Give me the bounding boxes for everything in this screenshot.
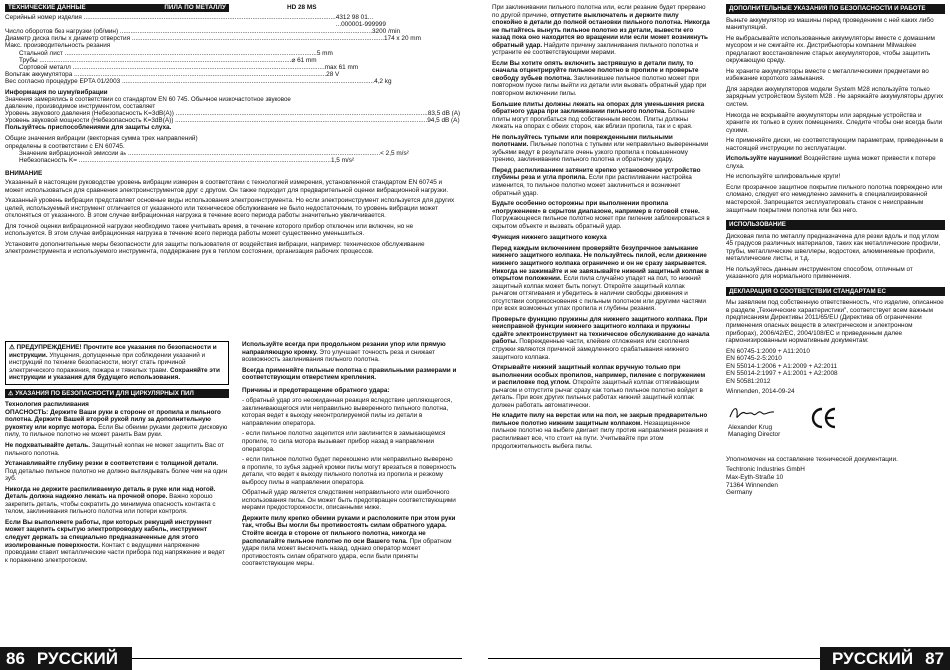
spec-row — [5, 13, 386, 28]
safety-block — [5, 460, 229, 483]
left-column-1 — [5, 341, 229, 641]
standard-item: EN 55014-2:1997 + A1:2001 + A2:2008 — [726, 370, 838, 378]
safety-block-text: При обратном ударе пила может выскочить назад, однако оператор может противостоять силам обратного удара, если были приняты соответствующие меры. — [242, 537, 452, 568]
tech-data-subtitle: ПИЛА ПО МЕТАЛЛУ — [164, 4, 226, 11]
safety-block-bold: отпустите выключатель и держите пилу спокойно в детали до полной остановки пильного полотна. Никогда не пытайтесь вынуть пильное полотно из детали, вывести его назад пока оно находится во вращении или если может возникнуть обратный удар. — [492, 11, 710, 49]
spec-row-label: Макс. производительность резания — [5, 42, 111, 50]
standard-item: EN 55014-1:2006 + A1:2009 + A2:2011 — [726, 362, 838, 370]
safety-block — [492, 60, 710, 98]
safety-block — [5, 442, 229, 457]
safety-block-text: Под деталью пильное полотно не должно выглядывать более чем на один зуб. — [5, 467, 228, 483]
spec-row-value: ⌀ 61 mm — [291, 56, 317, 64]
kickback-item: - если пильное полотно зацепится или заклинится в замыкающемся пропиле, то сила мотора вызывает прибор назад в направлении оператора. — [242, 430, 446, 453]
safety-block-text: Контакт с ведущими напряжение проводами ставит металлические части прибора под напряжение и ведет к поражению электротоком. — [5, 541, 225, 564]
company-line: Max-Eyth-Straße 10 — [726, 474, 784, 482]
spec-row-value: 28 V — [326, 71, 340, 79]
declaration-header: ДЕКЛАРАЦИЯ О СООТВЕТСТВИИ СТАНДАРТАМ ЕС — [726, 287, 945, 297]
spec-row-label: Сортовой металл .............................................................................................................................................. — [19, 63, 325, 71]
extra-item-text: Не применяйте диски, не соответствующим параметрам, приведенным в настоящей инструкции по эксплуатации. — [726, 137, 944, 152]
safety-block-bold: Устанавливайте глубину резки в соответствии с толщиной детали. — [5, 460, 219, 468]
safety-block — [492, 4, 710, 57]
safety-block — [492, 101, 710, 131]
right-col1-blocks — [492, 4, 710, 230]
spec-row-label: Вольтаж аккумулятора .............................................................................................................................................. — [5, 71, 327, 79]
company-line: Techtronic Industries GmbH — [726, 466, 805, 474]
guard-block — [492, 316, 710, 361]
ce-mark-graphic — [810, 406, 838, 430]
standards-list — [726, 348, 945, 386]
noise-list — [5, 110, 461, 125]
extra-item-text: Не выбрасывайте использованные аккумуляторы вместе с домашним мусором и не сжигайте их. Дистрибьюторы компании Milwaukee предлагают восстановление старых аккумуляторов, чтобы защитить окружающую среду. — [726, 34, 935, 65]
guard-block — [492, 364, 710, 409]
safety-block-bold: Большие плиты должны лежать на опорах для уменьшения риска обратного удара при заклинивании пильного полотна. — [492, 100, 705, 116]
attention-paragraph: Указанный уровень вибрации представляет основные виды использования электроинструмента. Но если электроинструмент используется для других целей, используемый инструмент отличается от указанного или техническое обслуживание не было недостаточным, то уровень вибрации может отклоняться от указанного. В этом случае вибрационная нагрузка в течение всего периода работы значительно увеличивается. — [5, 197, 455, 220]
attention-heading: ВНИМАНИЕ — [5, 169, 43, 177]
usage-item: Не пользуйтесь данным инструментом способом, отличным от указанного для нормального применения. — [726, 265, 913, 281]
left-page-number: 86 — [6, 649, 25, 668]
safety-block-bold: Если Вы выполняете работы, при которых режущий инструмент может зацепить скрытую электропроводку кабель, инструмент следует держать за специально предназначенные для этого изолированные поверхности. — [5, 518, 212, 549]
signature-block — [726, 396, 945, 456]
extra-item — [726, 112, 945, 135]
warning-box — [5, 341, 229, 385]
spec-row-label: Стальной лист .............................................................................................................................................. — [19, 49, 317, 57]
declaration-text: Мы заявляем под собственную ответственность, что изделие, описанное в разделе „Технические характеристики", соответствует всем важным предписаниям Директивы 2011/65/EU (Директива об ограничении применения опасных веществ в электрическом и электронном приборах), 2006/42/EC, 2004/108/EC и приведенным далее гармонизированным нормативным документам: — [726, 299, 944, 345]
right-col1-blocks-b — [492, 245, 710, 450]
right-column-1 — [492, 4, 710, 644]
usage-item: Дисковая пила по металлу предназначена для резки вдоль и под углом 45 градусов различных материалов, таких как металлические профили, трубы, металлические швеллеры, водостоки, алюминиевые профили, металлические листы, и т.д. — [726, 232, 941, 263]
spec-row — [5, 78, 392, 86]
safety-block-text: Это улучшает точность реза и снижает возможность заклинивания пильного полотна. — [242, 348, 436, 364]
safety-block — [242, 367, 457, 382]
attention-paragraph: Указанный в настоящем руководстве уровень вибрации измерен в соответствии с технологией измерения, установленной стандартом EN 60745 и может использоваться для сравнения электроинструментов друг с другом. Он также подходит для предварительной оценки вибрационной нагрузки. — [5, 179, 449, 194]
kickback-item: - обратный удар это неожиданная реакция вследствие цепляющегося, заклинивающегося или неправильно выверенного пильного полотна, которая ведет к выходу неконтролируемой пилы из детали в направлении оператора. — [242, 397, 453, 427]
extra-item-text: Не храните аккумуляторы вместе с металлическими предметами во избежание короткого замыкания. — [726, 67, 929, 83]
spec-row-value: 3200 /min — [371, 27, 401, 35]
company-line: 71364 Winnenden — [726, 481, 778, 489]
guard-block-bold: Не кладите пилу на верстак или на пол, не закрыв предварительно пильное полотно нижним защитным колпаком. — [492, 412, 708, 427]
safety-block-text: Пильные полотна с тупыми или неправильно выверенными зубьями ведут в результате очень узкого пропила к повышенному трению, заклиниванию пильного полотна и обратному удару. — [492, 141, 709, 164]
extra-item — [726, 173, 945, 181]
noise-row-label: Уровень звукового давления (Небезопасность K=3dB(A)) .............................................................................................................................................. — [5, 110, 428, 118]
kickback-hold-note — [242, 515, 457, 568]
extra-item-text: Воздействие шума может привести к потере слуха. — [726, 155, 936, 170]
spec-row — [5, 63, 359, 71]
kickback-heading: Причины и предотвращение обратного удара: — [242, 386, 390, 394]
kickback-item: - если пильное полотно будет перекошено или неправильно выверено в пропиле, то зубья задней кромки пилы могут врезаться в поверхность детали, что ведет к выходу пильного полотна из пропила и резкому выбросу пилы в направлении оператора. — [242, 456, 457, 486]
left-col2-blocks — [242, 341, 457, 382]
noise-text: Значения замерялись в соответствии со стандартом EN 60 745. Обычное низкочастотное звуковое давление, производимое инструментом, составляет — [5, 96, 291, 111]
warning-icon: ⚠ — [8, 389, 16, 397]
extra-item — [726, 155, 945, 170]
spec-row — [5, 42, 316, 49]
safety-block — [5, 519, 229, 564]
standard-item: EN 50581:2012 — [726, 377, 771, 385]
authorization-text: Уполномочен на составление технической документации. — [726, 455, 898, 463]
noise-row-value: 94,5 dB (A) — [427, 117, 460, 125]
safety-block-text: Найдите причину заклинивания пильного полотна и устраните ее соответствующими мерами. — [492, 41, 699, 57]
warning-text: Упущения, допущенные при соблюдении указаний и инструкций по технике безопасности, могут стать причиной электрического поражения, пожара и тяжелых травм. — [9, 351, 206, 374]
attention-paragraphs — [5, 179, 456, 256]
tech-data-section — [5, 4, 461, 259]
spec-row-value: max 61 mm — [324, 63, 359, 71]
safety-block-bold: Никогда не держите распиливаемую деталь в руке или над ногой. Деталь должна надежно лежать на прочной опоре. — [5, 485, 216, 501]
vibration-row-value: < 2,5 m/s² — [380, 150, 409, 158]
signature — [728, 402, 778, 425]
vibration-text: Общие значения вибрации (векторная сумма трех направлений) определены в соответствии с EN 60745. — [5, 135, 198, 150]
signature-graphic — [728, 402, 778, 424]
spec-row-value: 174 x 20 mm — [383, 35, 421, 43]
guard-block-text: Если пила случайно упадет на пол, то нижний защитный колпак может быть погнут. Откройте защитный колпак рычагом оттягивания и убедитесь в наличии свободы движения и отсутствии соприкосновения с пильным полотном или другими частями при всех возможных углах пропила и глубины резания. — [492, 275, 707, 313]
guard-block-bold: Открывайте нижний защитный колпак вручную только при выполнении особых пропилов, например, пиление с погружением и распиловке под углом. — [492, 364, 706, 387]
safety-block-bold: Используйте всегда при продольном резании упор или прямую направляющую кромку. — [242, 341, 446, 356]
safety-block-text: Важно хорошо закрепить деталь, чтобы сократить до минимума опасность контакта с телом, заклинивания пильного полотна или потери контроля. — [5, 493, 216, 516]
safety-block — [242, 515, 457, 568]
extra-item-text: Никогда не вскрывайте аккумуляторы или зарядные устройства и храните их только в сухих помещениях. Следите чтобы они всегда были сухими. — [726, 111, 943, 134]
guard-block-bold: Проверьте функцию пружины для нижнего защитного колпака. При неисправной функции нижнего защитного колпака и пружины сдайте электроинструмент на техническое обслуживание до начала работы. — [492, 315, 710, 346]
extra-safety-header: ДОПОЛНИТЕЛЬНЫЕ УКАЗАНИЯ ПО БЕЗОПАСНОСТИ И РАБОТЕ — [726, 4, 945, 14]
safety-block-text: Защитный колпак не может защитить Вас от пильного полотна. — [5, 441, 225, 457]
extra-item — [726, 184, 945, 214]
model-name: HD 28 MS — [287, 4, 317, 11]
left-footer — [0, 647, 132, 670]
noise-row-value: 83,5 dB (A) — [427, 110, 461, 118]
right-footer-language: РУССКИЙ — [832, 649, 914, 668]
left-footer-rule — [132, 658, 462, 659]
left-column-2 — [242, 341, 457, 641]
right-page — [488, 0, 950, 670]
extra-item-text: Для зарядки аккумуляторов модели System M28 используйте только зарядным устройством System M28 . Не заряжайте аккумуляторы других систем. — [726, 85, 944, 108]
vibration-row-label: Небезопасность K= .............................................................................................................................................. — [19, 157, 331, 165]
company-line: Germany — [726, 489, 753, 497]
standard-item: EN 60745-1:2009 + A11:2010 — [726, 347, 810, 355]
safety-block — [5, 486, 229, 516]
guard-block-bold: Перед каждым включением проверяйте безупречное замыкание нижнего защитного колпака. Не пользуйтесь пилой, если движение нижнего защитного колпака ограничено и он не сразу закрывается. Никогда не зажимайте и не завязывайте нижний защитный колпак в открытом положении. — [492, 244, 709, 283]
spec-row-label: Диаметр диска пилы x диаметр отверстия .............................................................................................................................................. — [5, 35, 384, 43]
safety-block — [492, 200, 710, 230]
left-page — [0, 0, 462, 670]
ce-mark — [810, 406, 838, 434]
spec-row-value: 4312 98 01... ...000001-999999 — [335, 13, 386, 28]
right-footer-rule — [488, 658, 820, 659]
signer-name: Alexander Krug — [728, 423, 773, 431]
noise-row-label: Уровень звуковой мощности (Небезопасность K=3dB(A)) .............................................................................................................................................. — [5, 117, 428, 125]
spec-row-label: Вес согласно процедуре EPTA 01/2003 .............................................................................................................................................. — [5, 78, 375, 86]
signer — [728, 424, 780, 439]
right-column-2 — [726, 4, 945, 644]
vibration-list — [5, 150, 409, 165]
left-footer-language: РУССКИЙ — [36, 649, 118, 668]
safety-block — [492, 167, 710, 197]
spec-row-label: Число оборотов без нагрузки (об/мин) .............................................................................................................................................. — [5, 27, 372, 35]
safety-block-bold: Будьте особенно осторожны при выполнении пропила «погружением» в скрытом диапазоне, например в готовой стене. — [492, 200, 700, 215]
safety-block-bold: Не пользуйтесь тупыми или поврежденными пильными полотнами. — [492, 133, 673, 149]
safety-block-text: Если при распиливании настройка изменится, то пильное полотно может заклиниться и возникнет обратный удар. — [492, 174, 692, 197]
spec-list — [5, 13, 421, 86]
guard-block-text: Незащищенное пильное полотно на выбеге двигает пилу против направления резания и распиливает все, что стоит на пути. Учитывайте при этом продолжительность выбега пилы. — [492, 419, 709, 450]
standard-item: EN 60745-2-5:2010 — [726, 355, 782, 363]
safety-block — [242, 341, 457, 364]
spec-row — [5, 27, 401, 35]
left-col1-blocks — [5, 409, 229, 564]
place-date: Winnenden, 2014-09-24 — [726, 388, 795, 396]
safety-block-text: Большие плиты могут прогибаться под собственным весом. Плиты должны лежать на опорах с обеих сторон, как вблизи пропила, так и с края. — [492, 108, 695, 131]
extra-item — [726, 86, 945, 109]
safety-block-bold: ОПАСНОСТЬ: Держите Ваши руки в стороне от пропила и пильного полотна. Держите Вашей второй рукой пилу за дополнительную рукоятку или корпус мотора. — [5, 408, 221, 431]
safety-block-bold: Не подхватывайте деталь. — [5, 441, 90, 449]
extra-item — [726, 137, 945, 152]
noise-heading: Информация по шуму/вибрации — [5, 88, 108, 96]
vibration-row — [5, 157, 355, 165]
company-address — [726, 466, 945, 496]
warning-lead: ПРЕДУПРЕЖДЕНИЕ! Прочтите все указания по безопасности и инструкции. — [9, 344, 217, 359]
safety-block — [5, 409, 229, 439]
safety-block-bold: Если Вы хотите опять включить застрявшую в детали пилу, то сначала отцентрируйте пильное полотно в пропиле и проверьте свободу зубьев полотна. — [492, 59, 699, 82]
signer-title: Managing Director — [728, 431, 781, 439]
extra-item-text: Выньте аккумулятор из машины перед проведением с ней каких либо манипуляций. — [726, 16, 934, 32]
spec-row-label: Серийный номер изделия .............................................................................................................................................. — [5, 13, 336, 21]
sawing-tech-heading: Технология распиливания — [5, 401, 89, 409]
guard-block-text: Откройте защитный колпак оттягивающим рычагом и отпустите рычаг сразу как только пильное полотно войдет в деталь. При всех других пильных работах нижний защитный колпак должен работать автоматически. — [492, 379, 703, 409]
attention-paragraph: Для точной оценки вибрационной нагрузки необходимо также учитывать время, в течение которого прибор отключен или включен, но не используется. В этом случае вибрационная нагрузка в течение всего периода работы может существенно уменьшиться. — [5, 222, 414, 238]
extra-item — [726, 17, 945, 32]
kickback-item: Обратный удар является следствием неправильного или ошибочного использования пилы. Он может быть предотвращен соответствующими мерами предосторожности, описанными ниже. — [242, 489, 456, 512]
guard-block — [492, 245, 710, 313]
attention-paragraph: Установите дополнительные меры безопасности для защиты пользователя от воздействия вибрации, например: техническое обслуживание электроинструмента и используемого инструмента, поддержание рук в теплом состоянии, организация рабочих процессов. — [5, 240, 425, 256]
safety-block-lead: При заклинивании пильного полотна или, если резание будет прервано по другой причине, — [492, 4, 706, 19]
extra-item-text: Не используйте шлифовальные круги! — [726, 173, 841, 181]
right-page-number: 87 — [925, 649, 944, 668]
usage-list — [726, 233, 945, 281]
safety-block-text: Погружающееся пильное полотно может при пилении заблокироваться в скрытом объекте и вызвать обратный удар. — [492, 215, 710, 230]
guard-block — [492, 412, 710, 450]
warning-icon: ⚠ — [9, 344, 15, 351]
right-footer — [820, 647, 950, 670]
extra-item — [726, 35, 945, 65]
circular-saw-safety-header — [5, 389, 229, 399]
spec-row — [5, 71, 340, 79]
spec-row — [5, 57, 316, 64]
spec-row-value: 4,2 kg — [374, 78, 392, 86]
warning-keep: Сохраняйте эти инструкции и указания для будущего использования. — [9, 366, 220, 382]
safety-block-bold: Держите пилу крепко обеими руками и расположите при этом руки так, чтобы Вы могли бы противостоять силам обратного удара. Стойте всегда в стороне от пильного полотна, никогда не располагайте пильное полотно по оси Вашего тела. — [242, 514, 456, 545]
extra-item-bold: Используйте наушники! — [726, 155, 803, 163]
spec-row-label: Трубы .............................................................................................................................................. — [19, 56, 292, 64]
tech-data-header — [5, 4, 229, 12]
spec-row — [5, 35, 421, 43]
kickback-list — [242, 397, 457, 512]
guard-heading: Функция нижнего защитного кожуха — [492, 234, 607, 242]
safety-block-text: Заклинившее пильное полотно может при повторном пуске пилы выйти из детали или вызвать обратный удар при повторном включении пилы. — [492, 74, 707, 98]
extra-safety-list — [726, 17, 945, 215]
vibration-row-label: Значение вибрационной эмиссии aₕ .............................................................................................................................................. — [19, 150, 381, 158]
extra-item-text: Если прозрачное защитное покрытие пильного полотна повреждено или сломано, следует его немедленно заменить в специализированной мастерской. Запрещается эксплуатировать станок с неисправным защитным покрытием полотна или без него. — [726, 183, 943, 214]
tech-data-title: ТЕХНИЧЕСКИЕ ДАННЫЕ — [8, 4, 86, 11]
extra-item — [726, 68, 945, 83]
spec-row — [5, 49, 333, 57]
usage-header: ИСПОЛЬЗОВАНИЕ — [726, 220, 945, 230]
ear-protection-note: Пользуйтесь приспособлениями для защиты слуха. — [5, 124, 172, 132]
safety-block-text: Если Вы обеими руками держите дисковую пилу, то пильное полотно не может ранить Вам руки. — [5, 423, 228, 439]
safety-block-bold: Всегда применяйте пильные полотна с правильными размерами и соответствующим отверстием крепления. — [242, 366, 457, 382]
guard-block-text: Поврежденные части, клейкие отложения или скопления стружки являются причиной замедленного срабатывания нижнего защитного колпака. — [492, 338, 690, 361]
vibration-row-value: 1,5 m/s² — [330, 157, 355, 165]
safety-block — [492, 134, 710, 164]
circular-saw-safety-title: УКАЗАНИЯ ПО БЕЗОПАСНОСТИ ДЛЯ ЦИРКУЛЯРНЫХ ПИЛ — [15, 389, 194, 397]
safety-block-bold: Перед распиливанием затяните крепко установочное устройство глубины реза и угла пропила. — [492, 166, 701, 182]
spec-row-value: 5 mm — [316, 49, 333, 57]
